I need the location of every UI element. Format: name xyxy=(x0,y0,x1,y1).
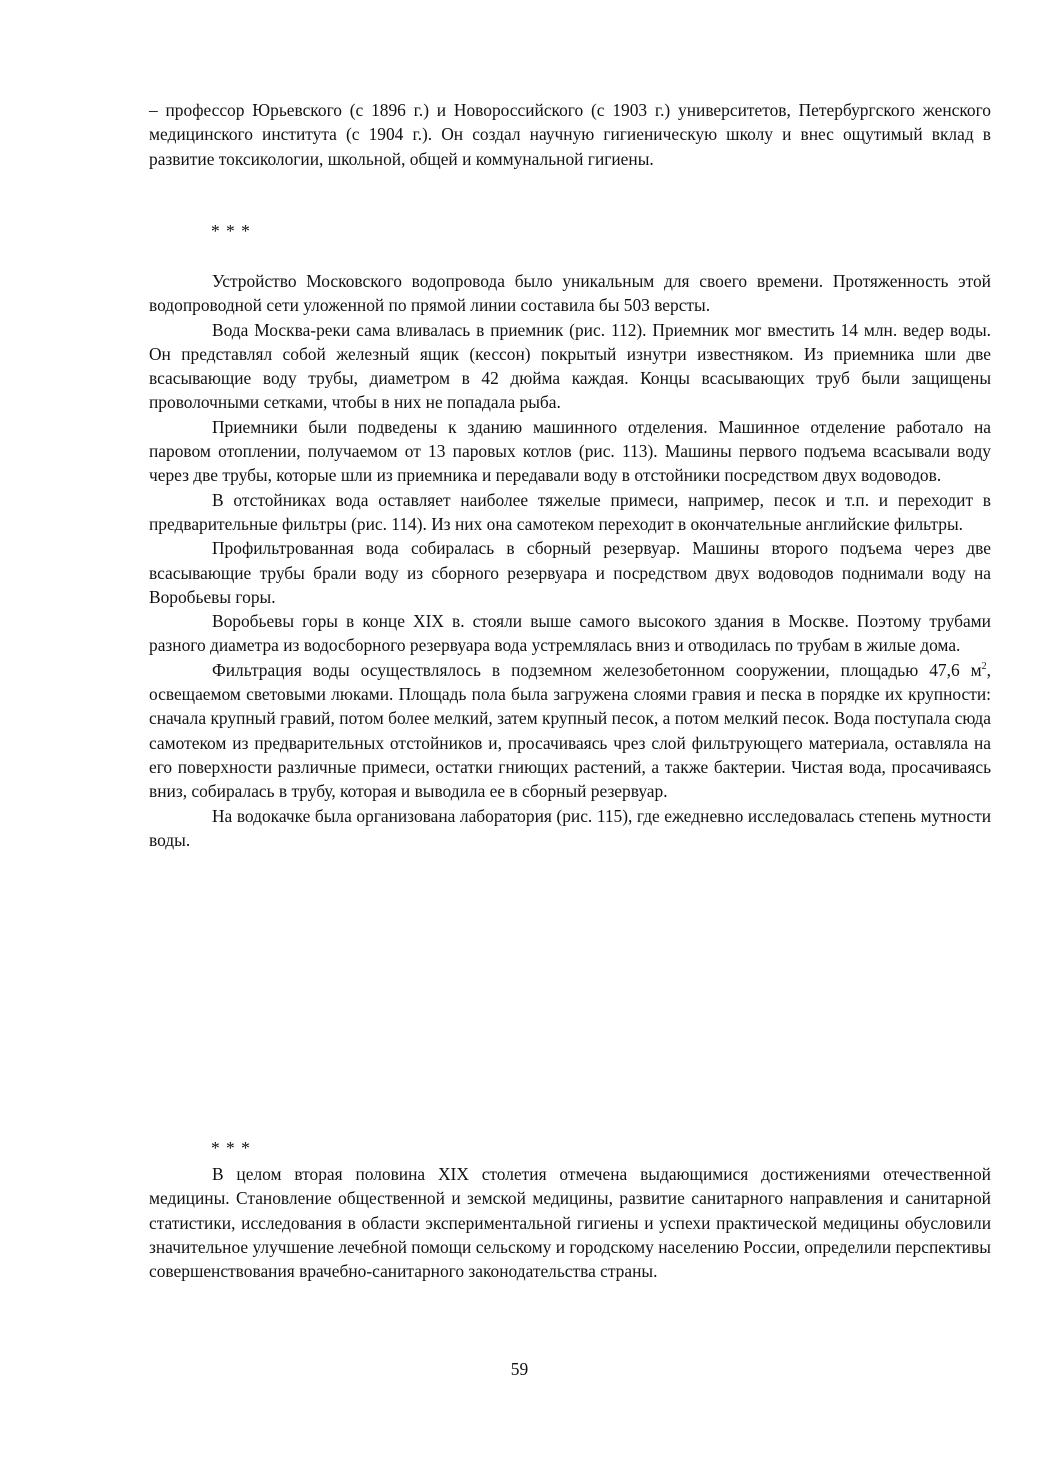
laboratory-paragraph: На водокачке была организована лаборатория (рис. 115), где ежедневно исследовалась степень мутности воды. xyxy=(149,805,991,850)
paragraph: Приемники были подведены к зданию машинного отделения. Машинное отделение работало на паровом отоплении, получаемом от 13 паровых котлов (рис. 113). Машины первого подъема всасывали воду через две трубы, которые шли из приемника и передавали воду в отстойники посредством двух водоводов. xyxy=(149,416,991,486)
paragraph: Вода Москва-реки сама вливалась в приемник (рис. 112). Приемник мог вместить 14 млн. ведер воды. Он представлял собой железный ящик (кессон) покрытый изнутри известняком. Из приемника шли две всасывающие воду трубы, диаметром в 42 дюйма каждая. Концы всасывающих труб были защищены проволочными сетками, чтобы в них не попадала рыба. xyxy=(149,319,991,413)
page-number: 59 xyxy=(510,1359,529,1379)
paragraph: Воробьевы горы в конце XIX в. стояли выше самого высокого здания в Москве. Поэтому трубами разного диаметра из водосборного резервуара вода устремлялась вниз и отводилась по трубам в жилые дома. xyxy=(149,611,991,656)
paragraph: – профессор Юрьевского (с 1896 г.) и Новороссийского (с 1903 г.) университетов, Петербургского женского медицинского института (с 1904 г.). Он создал научную гигиеническую школу и внес ощутимый вклад в развитие токсикологии, школьной, общей и коммунальной гигиены. xyxy=(149,100,991,169)
filtration-paragraph xyxy=(149,658,991,804)
superscript-exponent: 2 xyxy=(981,660,987,672)
paragraph: Устройство Московского водопровода было уникальным для своего времени. Протяженность этой водопроводной сети уложенной по прямой линии составила бы 503 версты. xyxy=(149,271,991,316)
intro-text-block xyxy=(149,98,991,171)
section-separator: * * * xyxy=(211,1138,251,1158)
filtration-text-end: , освещаемом световыми люками. Площадь пола была загружена слоями гравия и песка в порядке их крупности: сначала крупный гравий, потом более мелкий, затем крупный песок, а потом мелкий песок. Вода поступала сюда самотеком из предварительных отстойников и, просачиваясь чрез слой фильтрующего материала, оставляла на его поверхности различные примеси, остатки гниющих растений, а также бактерии. Чистая вода, просачиваясь вниз, собиралась в трубу, которая и выводила ее в сборный резервуар. xyxy=(149,659,991,802)
conclusion-text-block xyxy=(149,1162,991,1283)
paragraph: В отстойниках вода оставляет наиболее тяжелые примеси, например, песок и т.п. и переходит в предварительные фильтры (рис. 114). Из них она самотеком переходит в окончательные английские фильтры. xyxy=(149,489,991,534)
paragraph: Профильтрованная вода собиралась в сборный резервуар. Машины второго подъема через две всасывающие трубы брали воду из сборного резервуара и посредством двух водоводов поднимали воду на Воробьевы горы. xyxy=(149,538,991,607)
water-supply-text-block xyxy=(149,269,991,852)
filtration-text-start: Фильтрация воды осуществлялось в подземном железобетонном сооружении, площадью 47,6 м xyxy=(212,659,982,680)
section-separator: * * * xyxy=(211,221,251,241)
paragraph: В целом вторая половина XIX столетия отмечена выдающимися достижениями отечественной медицины. Становление общественной и земской медицины, развитие санитарного направления и санитарной статистики, исследования в области экспериментальной гигиены и успехи практической медицины обусловили значительное улучшение лечебной помощи сельскому и городскому населению России, определили перспективы совершенствования врачебно-санитарного законодательства страны. xyxy=(149,1164,991,1282)
